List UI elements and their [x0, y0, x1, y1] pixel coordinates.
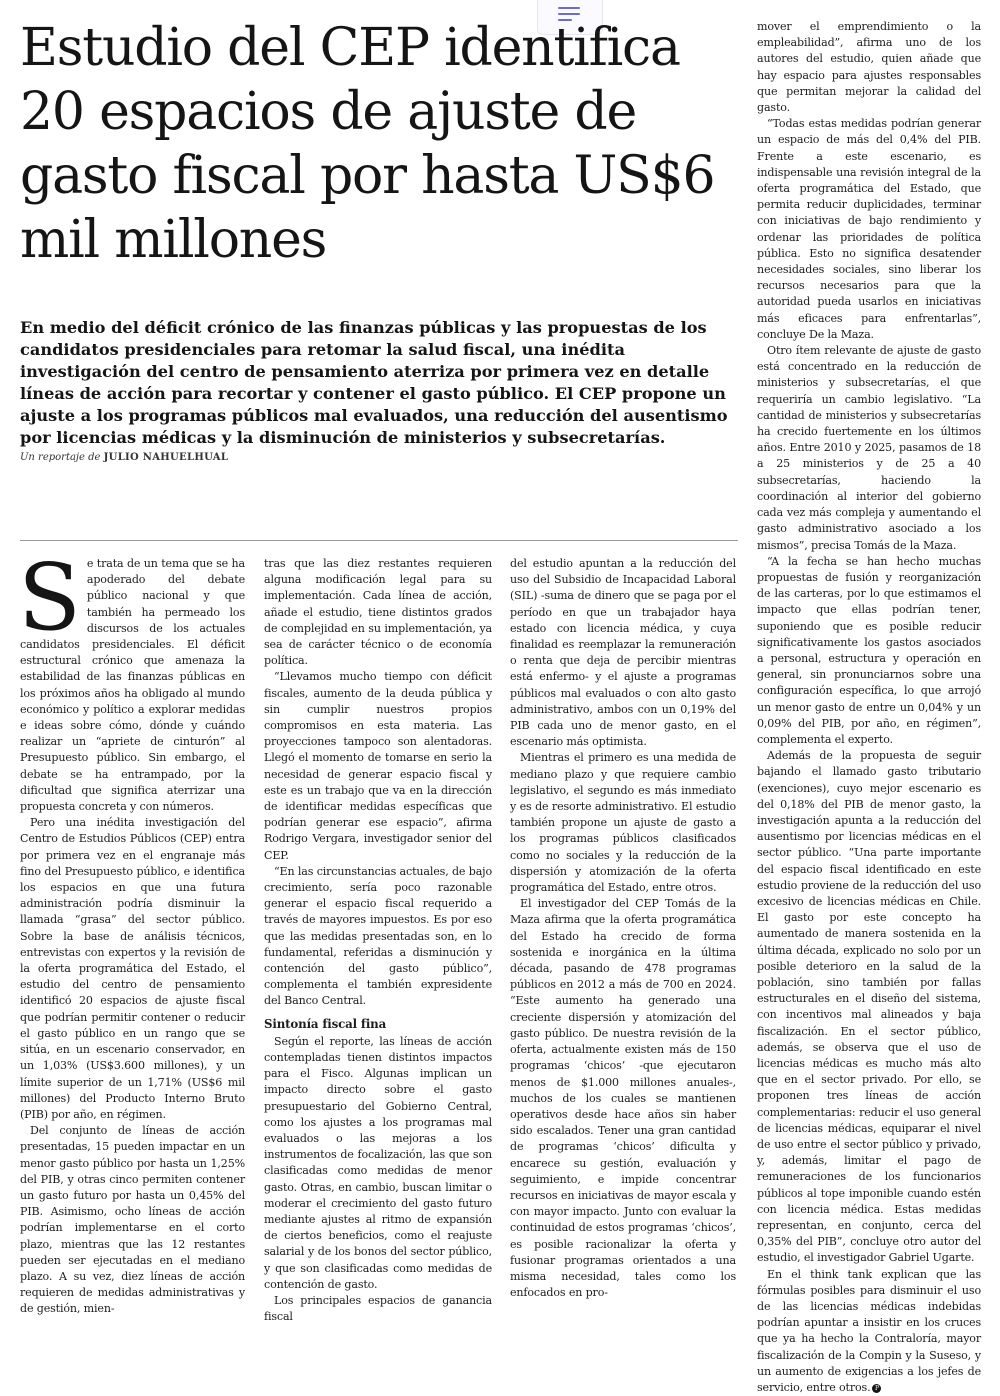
byline-prefix: Un reportaje de [20, 452, 101, 463]
paragraph: mover el emprendimiento o la empleabilidad”, afirma uno de los autores del estudio, quien añade que hay espacio para ajustes responsables que permitan mejorar la calidad del gasto. [757, 20, 981, 115]
paragraph: tras que las diez restantes requieren alguna modificación legal para su implementación. Cada línea de acción, añade el estudio, tiene distintos grados de complejidad en su implementación, ya sea de carácter técnico o de economía política. [264, 557, 492, 668]
drop-cap: S [18, 544, 81, 651]
paragraph: Además de la propuesta de seguir bajando el llamado gasto tributario (exenciones), cuyo mejor escenario es del 0,18% del PIB de menor gasto, la investigación apunta a la reducción del ausentismo por licencias médicas en el sector público. “Una parte importante del espacio fiscal identificado en este estudio proviene de la reducción del uso excesivo de licencias médicas en Chile. El gasto por este concepto ha aumentado de manera sostenida en la última década, explicado no solo por un posible deterioro en la salud de la población, sino también por fallas estructurales en el diseño del sistema, con incentivos mal alineados y baja fiscalización. En el sector público, además, se observa que el uso de licencias médicas es mucho más alto que en el sector privado. Por ello, se proponen tres líneas de acción complementarias: reducir el uso general de licencias médicas, equiparar el nivel de uso entre el sector público y privado, y, además, limitar el pago de remuneraciones de los funcionarios públicos al tope imponible cuando estén con licencia médica. Estas medidas representan, en conjunto, cerca del 0,35% del PIB”, concluye otro autor del estudio, el investigador Gabriel Ugarte. [757, 749, 981, 1265]
paragraph: “Llevamos mucho tiempo con déficit fiscales, aumento de la deuda pública y sin cumplir nuestros propios compromisos en esta materia. Las proyecciones tampoco son alentadoras. Llegó el momento de tomarse en serio la necesidad de generar espacio fiscal y este es un trabajo que va en la dirección de identificar medidas específicas que podrían generar ese espacio”, afirma Rodrigo Vergara, investigador senior del CEP. [264, 670, 492, 862]
byline [20, 452, 228, 463]
article-headline: Estudio del CEP identifica 20 espacios de ajuste de gasto fiscal por hasta US$6 mil millones [20, 18, 715, 270]
article-column-1 [18, 544, 245, 1316]
section-subheading: Sintonía fiscal fina [264, 1016, 387, 1031]
article-lede: En medio del déficit crónico de las finanzas públicas y las propuestas de los candidatos presidenciales para retomar la salud fiscal, una inédita investigación del centro de pensamiento aterriza por primera vez en detalle líneas de acción para recortar y contener el gasto público. El CEP propone un ajuste a los programas públicos mal evaluados, una reducción del ausentismo por licencias médicas y la disminución de ministerios y subsecretarías. [20, 318, 728, 447]
paragraph: “A la fecha se han hecho muchas propuestas de fusión y reorganización de las carteras, por lo que estimamos el impacto que ellas podrían tener, suponiendo que es posible reducir significativamente los gastos asociados a personal, estructura y operación en general, sin pronunciarnos sobre una configuración específica, lo que arrojó un menor gasto de entre un 0,04% y un 0,09% del PIB, por año, en régimen”, complementa el experto. [757, 554, 981, 746]
paragraph: Del conjunto de líneas de acción presentadas, 15 pueden impactar en un menor gasto público por hasta un 1,25% del PIB, y otras cinco permiten contener un gasto futuro por hasta un 0,45% del PIB. Asimismo, ocho líneas de acción podrían implementarse en el corto plazo, mientras que las 12 restantes pueden ser ejecutadas en el mediano plazo. A su vez, diez líneas de acción requieren de medidas administrativas y de gestión, mien- [20, 1124, 245, 1316]
article-column-4 [757, 19, 981, 1395]
paragraph: “En las circunstancias actuales, de bajo crecimiento, sería poco razonable generar el espacio fiscal requerido a través de mayores impuestos. Es por eso que las medidas presentadas son, en lo fundamental, referidas a disminución y contención del gasto público”, complementa el también expresidente del Banco Central. [264, 864, 492, 1008]
paragraph-text: En el think tank explican que las fórmulas posibles para disminuir el uso de las licencias médicas indebidas podrían apuntar a insistir en los cruces que ya ha hecho la Contraloría, mayor fiscalización de la Compin y la Suseso, y un aumento de exigencias a los jefes de servicio, entre otros. [757, 1267, 981, 1395]
article-column-2 [264, 556, 492, 1324]
byline-author: JULIO NAHUELHUAL [103, 452, 229, 463]
paragraph: Los principales espacios de ganancia fiscal [264, 1293, 492, 1324]
paragraph: del estudio apuntan a la reducción del uso del Subsidio de Incapacidad Laboral (SIL) -suma de dinero que se paga por el período en que un trabajador haya estado con licencia médica, y cuya finalidad es reemplazar la remuneración o renta que deja de percibir mientras está enfermo- y el ajuste a programas públicos mal evaluados o con alto gasto administrativo, ambos con un 0,19% del PIB cada uno de menor gasto, en el escenario más optimista. [510, 557, 736, 749]
paragraph: El investigador del CEP Tomás de la Maza afirma que la oferta programática del Estado ha crecido de forma sostenida e inorgánica en la última década, pasando de 478 programas públicos en 2012 a más de 700 en 2024. “Este aumento ha generado una creciente dispersión y atomización del gasto público. De nuestra revisión de la oferta, actualmente existen más de 150 programas ‘chicos’ -que ejecutaron menos de $1.000 millones anuales-, muchos de los cuales se mantienen operativos desde hace años sin haber sido escalados. Tener una gran cantidad de programas ‘chicos’ dificulta y encarece su gestión, evaluación y seguimiento, e impide concentrar recursos en iniciativas de mayor escala y con mayor impacto. Junto con evaluar la continuidad de estos programas ‘chicos’, es posible racionalizar la oferta y fusionar programas orientados a una misma necesidad, tales como los enfocados en pro- [510, 897, 736, 1300]
paragraph [757, 1267, 981, 1396]
section-divider [20, 540, 738, 541]
end-of-article-icon: P [872, 1384, 881, 1393]
paragraph: “Todas estas medidas podrían generar un espacio de más del 0,4% del PIB. Frente a este escenario, es indispensable una revisión integral de la oferta programática del Estado, que permita reducir duplicidades, terminar con iniciativas de bajo rendimiento y ordenar las prioridades de política pública. Esto no significa desatender necesidades sociales, sino liberar los recursos necesarios para que la autoridad pueda usarlos en iniciativas más eficaces para enfrentarlas”, concluye De la Maza. [757, 117, 981, 341]
paragraph: Según el reporte, las líneas de acción contempladas tienen distintos impactos para el Fisco. Algunas implican un impacto directo sobre el gasto presupuestario del Gobierno Central, como los ajustes a los programas mal evaluados o las mejoras a los instrumentos de focalización, las que son clasificadas como medidas de menor gasto. Otras, en cambio, buscan limitar o moderar el crecimiento del gasto futuro mediante ajustes al ritmo de expansión de ciertos beneficios, como el reajuste salarial y de los bonos del sector público, y que son clasificadas como medidas de contención de gasto. [264, 1034, 492, 1291]
paragraph: Mientras el primero es una medida de mediano plazo y que requiere cambio legislativo, el segundo es más inmediato y es de resorte administrativo. El estudio también propone un ajuste de gasto a los programas públicos clasificados como no sociales y la reducción de la dispersión y atomización de la oferta programática del Estado, entre otros. [510, 751, 736, 895]
paragraph: Otro ítem relevante de ajuste de gasto está concentrado en la reducción de ministerios y subsecretarías, el que requeriría un cambio legislativo. “La cantidad de ministerios y subsecretarías ha crecido fuertemente en los últimos años. Entre 2010 y 2025, pasamos de 18 a 25 ministerios y de 25 a 40 subsecretarías, haciendo la coordinación al interior del gobierno cada vez más compleja y aumentando el gasto administrativo asociado a los mismos”, precisa Tomás de la Maza. [757, 344, 981, 552]
paragraph: Pero una inédita investigación del Centro de Estudios Públicos (CEP) entra por primera vez en el engranaje más fino del Presupuesto público, e identifica los espacios en que una futura administración podría disminuir la llamada “grasa” del sector público. Sobre la base de análisis técnicos, entrevistas con expertos y la revisión de la oferta programática del Estado, el estudio del centro de pensamiento identificó 20 espacios de ajuste fiscal que podrían permitir contener o reducir el gasto público en un rango que se sitúa, en un escenario conservador, en un 1,03% (US$3.600 millones), y un límite superior de un 1,71% (US$6 mil millones) del Producto Interno Bruto (PIB) por año, en régimen. [20, 816, 245, 1121]
paragraph [18, 544, 245, 815]
article-column-3 [510, 556, 736, 1300]
paragraph-text: e trata de un tema que se ha apoderado del debate público nacional y que también ha permeado los discursos de los actuales candidatos presidenciales. El déficit estructural crónico que amenaza la estabilidad de las finanzas públicas en los próximos años ha obligado al mundo económico y político a explorar medidas e ideas sobre cómo, dónde y cuándo realizar un “apriete de cinturón” al Presupuesto público. Sin embargo, el debate se ha entrampado, por la dificultad que significa aterrizar una propuesta concreta y con números. [20, 557, 245, 814]
